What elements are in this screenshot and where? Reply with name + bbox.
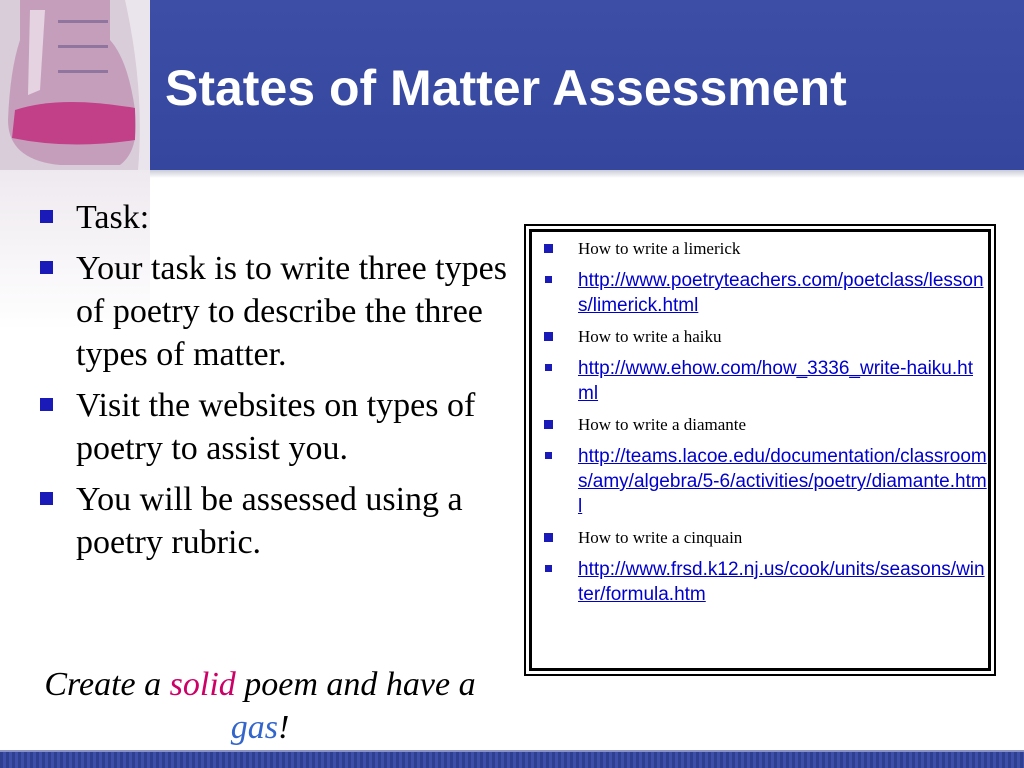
- square-bullet-icon: [545, 452, 552, 459]
- bullet-item: Visit the websites on types of poetry to assist you.: [38, 384, 508, 470]
- solid-word: solid: [169, 666, 236, 703]
- banner-shadow: [0, 170, 1024, 178]
- gas-word: gas: [230, 709, 278, 746]
- square-bullet-icon: [545, 364, 552, 371]
- square-bullet-icon: [544, 244, 553, 253]
- square-bullet-icon: [40, 398, 53, 411]
- footer-bar: [0, 752, 1024, 768]
- square-bullet-icon: [544, 533, 553, 542]
- resource-link[interactable]: [538, 557, 988, 607]
- square-bullet-icon: [544, 332, 553, 341]
- slide-title: States of Matter Assessment: [165, 60, 847, 116]
- resource-link-list: [538, 238, 988, 615]
- bullet-item: You will be assessed using a poetry rubric.: [38, 478, 508, 564]
- diamante-link[interactable]: http://teams.lacoe.edu/documentation/classrooms/amy/algebra/5-6/activities/poetry/diamante.html: [578, 446, 987, 517]
- square-bullet-icon: [40, 261, 53, 274]
- limerick-link[interactable]: http://www.poetryteachers.com/poetclass/lessons/limerick.html: [578, 270, 984, 316]
- square-bullet-icon: [545, 276, 552, 283]
- square-bullet-icon: [544, 420, 553, 429]
- square-bullet-icon: [545, 565, 552, 572]
- resource-label: How to write a limerick: [538, 238, 988, 260]
- square-bullet-icon: [40, 492, 53, 505]
- resource-link[interactable]: [538, 444, 988, 519]
- bullet-item: Your task is to write three types of poetry to describe the three types of matter.: [38, 247, 508, 376]
- flask-illustration: [0, 0, 150, 170]
- haiku-link[interactable]: http://www.ehow.com/how_3336_write-haiku.html: [578, 358, 973, 404]
- resource-link[interactable]: [538, 356, 988, 406]
- cinquain-link[interactable]: http://www.frsd.k12.nj.us/cook/units/seasons/winter/formula.htm: [578, 559, 985, 605]
- flask-image: [0, 0, 150, 170]
- resource-label: How to write a haiku: [538, 326, 988, 348]
- resource-label: How to write a cinquain: [538, 527, 988, 549]
- closing-tagline: Create a solid poem and have a gas!: [44, 666, 476, 746]
- bullet-item: Task:: [38, 196, 508, 239]
- resource-link[interactable]: [538, 268, 988, 318]
- resource-label: How to write a diamante: [538, 414, 988, 436]
- task-bullet-list: [38, 196, 508, 572]
- square-bullet-icon: [40, 210, 53, 223]
